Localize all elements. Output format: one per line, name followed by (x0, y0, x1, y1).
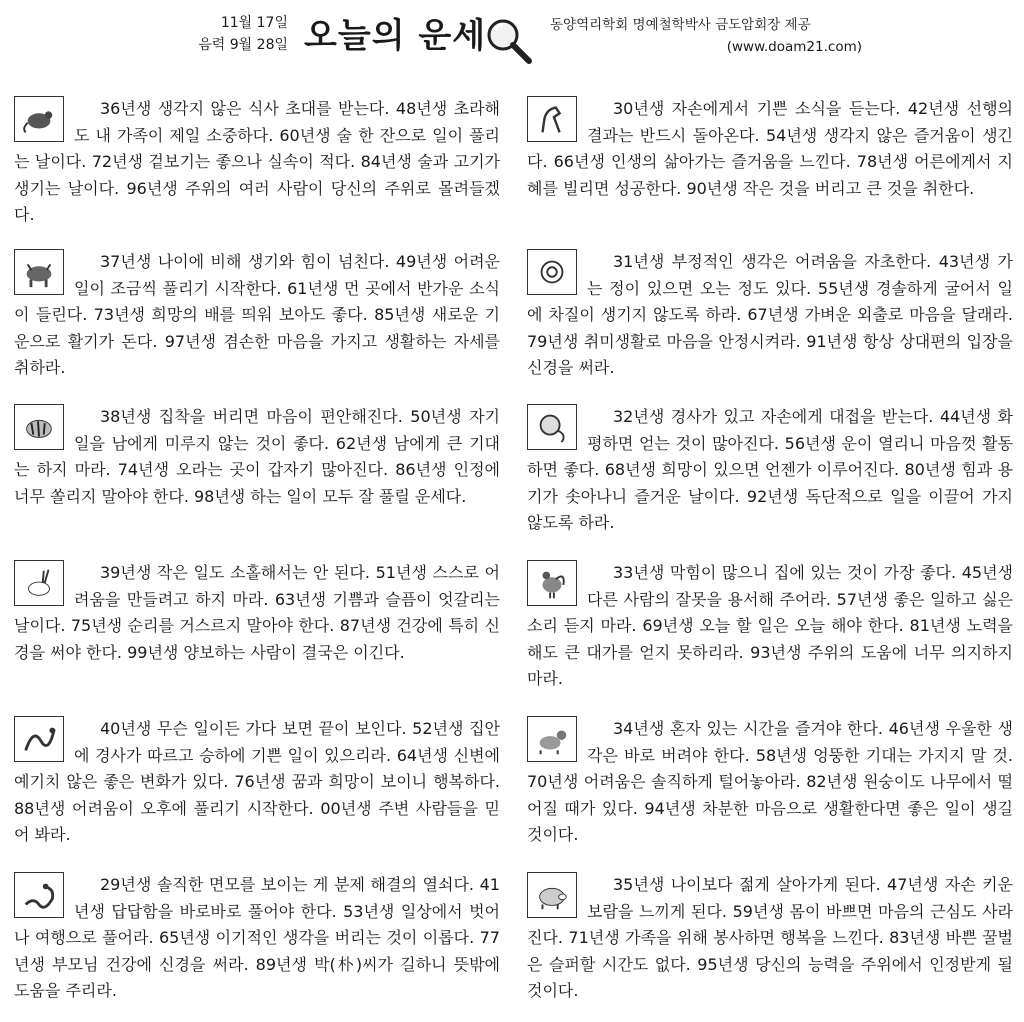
monkey-icon (527, 404, 577, 450)
snake-icon (14, 872, 64, 918)
fortune-entry (527, 249, 1013, 399)
fortune-text: 38년생 집착을 버리면 마음이 편안해진다. 50년생 자기 일을 남에게 미루지 않는 것이 좋다. 62년생 남에게 큰 기대는 하지 마라. 74년생 오라는 곳이 갑자기 많아진다. 86년생 인정에 너무 쏠리지 말아야 한다. 98년생 하는 일이 모두 잘 풀릴 운세다. (14, 407, 500, 506)
fortune-entry (14, 404, 500, 554)
ox-icon (14, 249, 64, 295)
lunar-date: 음력 9월 28일 (198, 37, 288, 53)
fortune-entry (14, 249, 500, 399)
sheep-icon (527, 249, 577, 295)
fortune-text: 32년생 경사가 있고 자손에게 대접을 받는다. 44년생 화평하면 얻는 것이 많아진다. 56년생 운이 열리니 마음껏 활동하면 좋다. 68년생 희망이 있으면 언젠가 이루어진다. 80년생 힘과 용기가 솟아나니 즐거운 날이다. 92년생 독단적으로 일을 이끌어 가지 않도록 하라. (527, 407, 1013, 532)
dragon-icon (14, 716, 64, 762)
fortune-entry (527, 560, 1013, 710)
fortune-entry (14, 96, 500, 246)
fortune-text: 30년생 자손에게서 기쁜 소식을 듣는다. 42년생 선행의 결과는 반드시 돌아온다. 54년생 생각지 않은 즐거움이 생긴다. 66년생 인생의 삶아가는 즐거움을 느낀다. 78년생 어른에게서 지혜를 빌리면 성공한다. 90년생 작은 것을 버리고 큰 것을 취한다. (527, 99, 1013, 198)
fortune-entry (14, 872, 500, 1022)
fortune-text: 34년생 혼자 있는 시간을 즐겨야 한다. 46년생 우울한 생각은 바로 버려야 한다. 58년생 엉뚱한 기대는 가지지 말 것. 70년생 어려움은 솔직하게 털어놓아라. 82년생 원숭이도 나무에서 떨어질 때가 있다. 94년생 차분한 마음으로 생활한다면 좋은 일이 생길 것이다. (527, 719, 1013, 844)
rat-icon (14, 96, 64, 142)
website-text: (www.doam21.com) (726, 39, 862, 55)
fortune-text: 36년생 생각지 않은 식사 초대를 받는다. 48년생 초라해도 내 가족이 제일 소중하다. 60년생 술 한 잔으로 일이 풀리는 날이다. 72년생 겉보기는 좋으나 실속이 적다. 84년생 술과 고기가 생기는 날이다. 96년생 주위의 여러 사람이 당신의 주위로 몰려들겠다. (14, 99, 500, 224)
fortune-text: 31년생 부정적인 생각은 어려움을 자초한다. 43년생 가는 정이 있으면 오는 정도 있다. 55년생 경솔하게 굴어서 일에 차질이 생기지 않도록 하라. 67년생 가벼운 외출로 마음을 달래라. 79년생 취미생활로 마음을 안정시켜라. 91년생 항상 상대편의 입장을 신경을 써라. (527, 252, 1013, 377)
fortune-text: 39년생 작은 일도 소홀해서는 안 된다. 51년생 스스로 어려움을 만들려고 하지 마라. 63년생 기쁨과 슬픔이 엇갈리는 날이다. 75년생 순리를 거스르지 말아야 한다. 87년생 건강에 특히 신경을 써야 한다. 99년생 양보하는 사람이 결국은 이긴다. (14, 563, 500, 662)
tiger-icon (14, 404, 64, 450)
header (0, 0, 1024, 80)
pig-icon (527, 872, 577, 918)
magnifier-icon (484, 16, 534, 66)
credit-text: 동양역리학회 명예철학박사 금도암회장 제공 (550, 17, 811, 33)
dog-icon (527, 716, 577, 762)
fortune-text: 35년생 나이보다 젊게 살아가게 된다. 47년생 자손 키운 보람을 느끼게 된다. 59년생 몸이 바쁘면 마음의 근심도 사라진다. 71년생 가족을 위해 봉사하면 행복을 느낀다. 83년생 바쁜 꿀벌은 슬퍼할 시간도 없다. 95년생 당신의 능력을 주위에서 인정받게 될 것이다. (527, 875, 1013, 1000)
page-title: 오늘의 운세 (304, 16, 487, 56)
date-block (168, 12, 288, 56)
fortune-text: 29년생 솔직한 면모를 보이는 게 분제 해결의 열쇠다. 41년생 답답함을 바로바로 풀어야 한다. 53년생 일상에서 벗어나 여행으로 풀어라. 65년생 이기적인 생각을 버리는 것이 이롭다. 77년생 부모님 건강에 신경을 써라. 89년생 박(朴)씨가 길하니 뜻밖에 도움을 주리라. (14, 875, 500, 1000)
fortune-entry (14, 560, 500, 710)
credit-block (550, 14, 870, 58)
fortune-text: 40년생 무슨 일이든 가다 보면 끝이 보인다. 52년생 집안에 경사가 따르고 승하에 기쁜 일이 있으리라. 64년생 신변에 예기치 않은 좋은 변화가 있다. 76년생 꿈과 희망이 보이니 행복하다. 88년생 어려움이 오후에 풀리기 시작한다. 00년생 주변 사람들을 믿어 봐라. (14, 719, 500, 844)
fortune-entry (527, 716, 1013, 866)
solar-date: 11월 17일 (220, 15, 288, 31)
fortune-entry (527, 404, 1013, 554)
fortune-text: 37년생 나이에 비해 생기와 힘이 넘친다. 49년생 어려운 일이 조금씩 풀리기 시작한다. 61년생 먼 곳에서 반가운 소식이 들린다. 73년생 희망의 배를 띄워 보아도 좋다. 85년생 새로운 기운으로 활기가 돈다. 97년생 겸손한 마음을 가지고 생활하는 자세를 취하라. (14, 252, 500, 377)
rooster-icon (527, 560, 577, 606)
horse-icon (527, 96, 577, 142)
fortune-entry (527, 872, 1013, 1022)
rabbit-icon (14, 560, 64, 606)
fortune-entry (527, 96, 1013, 246)
fortune-entry (14, 716, 500, 866)
fortune-text: 33년생 막힘이 많으니 집에 있는 것이 가장 좋다. 45년생 다른 사람의 잘못을 용서해 주어라. 57년생 좋은 일하고 싫은 소리 듣지 마라. 69년생 오늘 할 일은 오늘 해야 한다. 81년생 노력을 해도 큰 대가를 얻지 못하리라. 93년생 주위의 도움에 너무 의지하지 마라. (527, 563, 1013, 688)
